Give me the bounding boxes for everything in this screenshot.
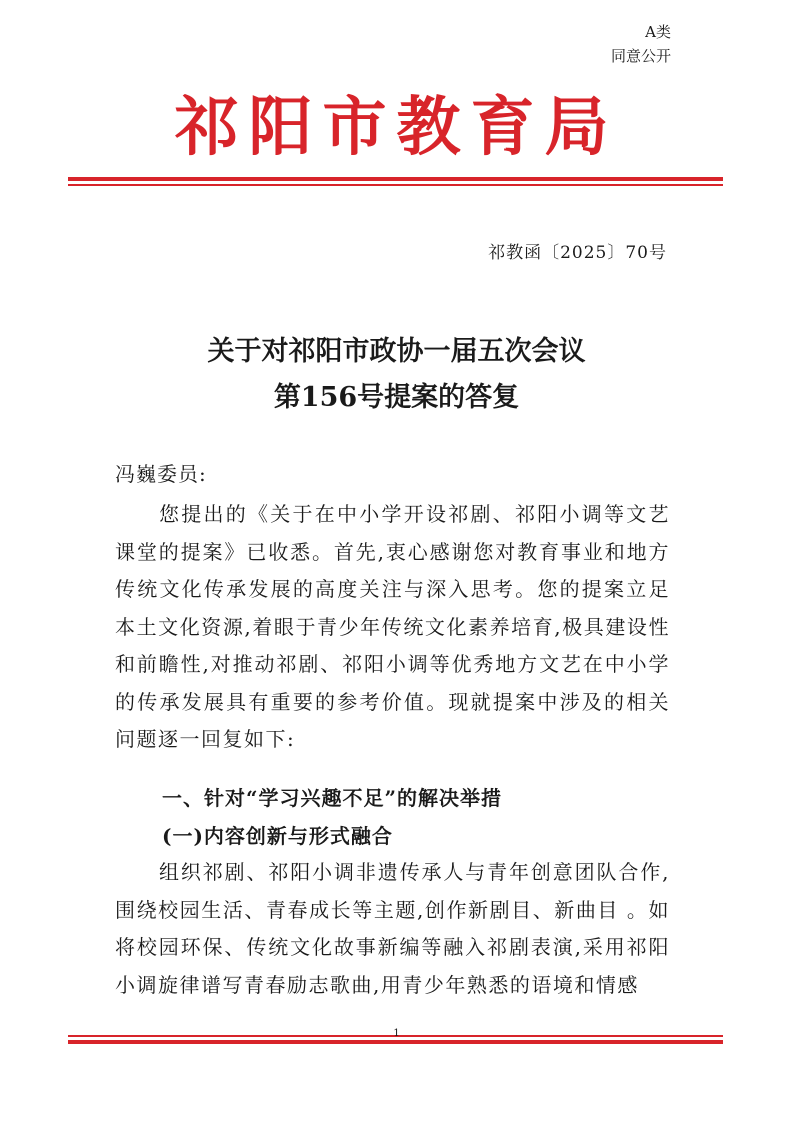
salutation: 冯巍委员: xyxy=(115,462,207,486)
header-thin-rule xyxy=(68,184,723,186)
category-label: A类 xyxy=(645,23,671,41)
page-number: 1 xyxy=(393,1028,400,1039)
header-thick-rule xyxy=(68,177,723,181)
issuer-header: 祁阳市教育局 xyxy=(174,90,619,165)
title-line-1: 关于对祁阳市政协一届五次会议 xyxy=(207,336,586,367)
title-line-2: 第156号提案的答复 xyxy=(273,382,520,413)
disclosure-label: 同意公开 xyxy=(610,47,671,65)
section-heading: 一、针对“学习兴趣不足”的解决举措 xyxy=(162,786,503,810)
document-number: 祁教函〔2025〕70号 xyxy=(488,243,667,263)
body-paragraph-2: 组织祁剧、祁阳小调非遗传承人与青年创意团队合作,围绕校园生活、青春成长等主题,创作新剧目、新曲目 。如将校园环保、传统文化故事新编等融入祁剧表演,采用祁阳小调旋律谱写青春励志歌曲,用青少年熟悉的语境和情感 xyxy=(115,860,670,997)
classification-block xyxy=(611,20,671,68)
footer-thick-rule xyxy=(68,1040,723,1044)
body-paragraph: 您提出的《关于在中小学开设祁剧、祁阳小调等文艺课堂的提案》已收悉。首先,衷心感谢您对教育事业和地方传统文化传承发展的高度关注与深入思考。您的提案立足本土文化资源,着眼于青少年传统文化素养培育,极具建设性和前瞻性,对推动祁剧、祁阳小调等优秀地方文艺在中小学的传承发展具有重要的参考价值。现就提案中涉及的相关问题逐一回复如下: xyxy=(115,502,670,751)
subsection-heading: (一)内容创新与形式融合 xyxy=(162,824,393,848)
